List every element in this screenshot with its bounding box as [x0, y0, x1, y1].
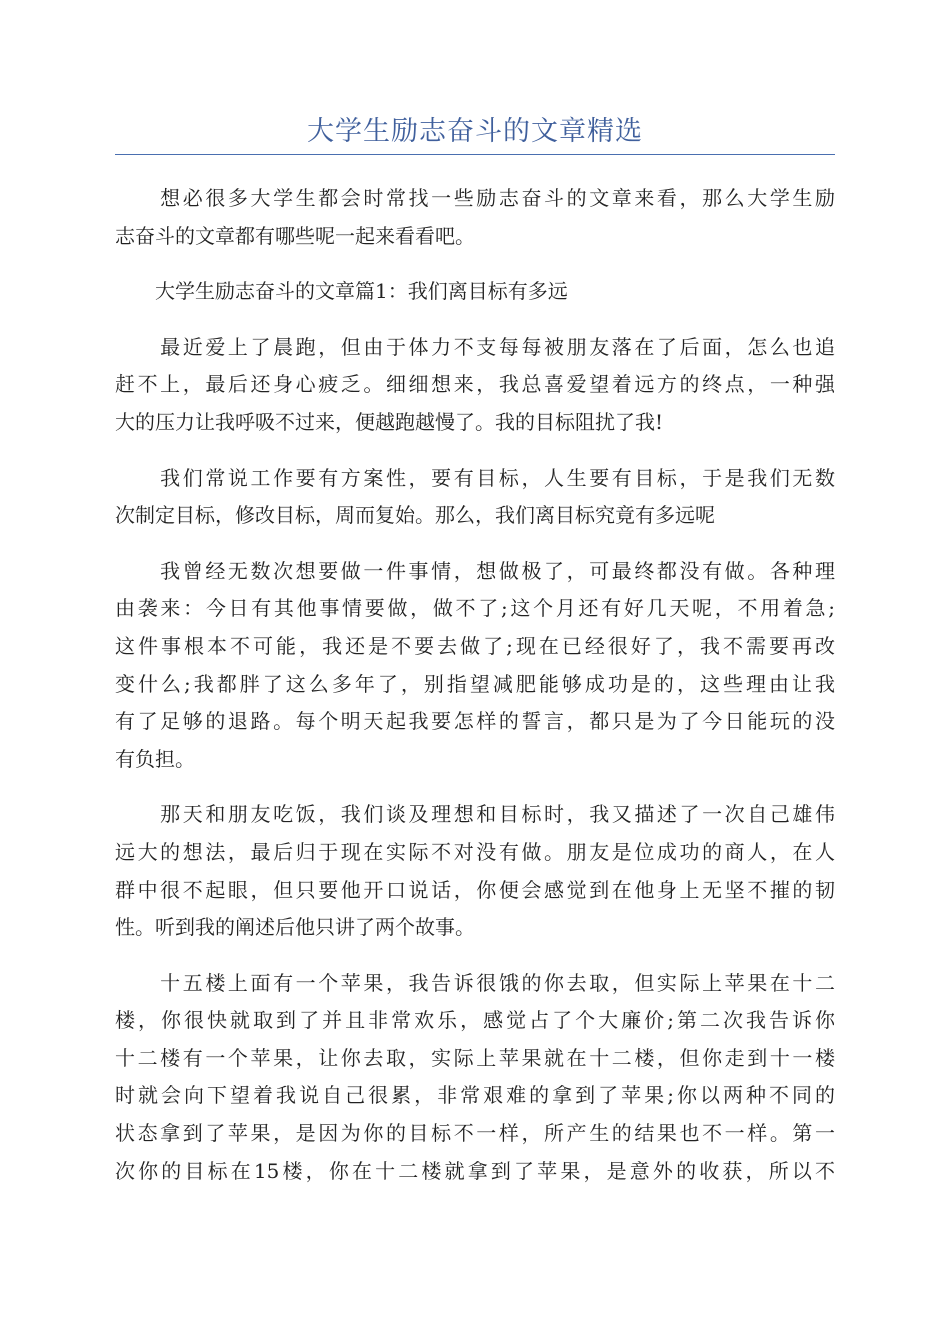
text-line: 想必很多大学生都会时常找一些励志奋斗的文章来看，那么大学生励 — [115, 186, 835, 210]
text-line: 十二楼有一个苹果，让你去取，实际上苹果就在十二楼，但你走到十一楼 — [115, 1045, 835, 1070]
text-line: 群中很不起眼，但只要他开口说话，你便会感觉到在他身上无坚不摧的韧 — [115, 877, 835, 902]
paragraph-goals — [115, 460, 835, 535]
text-line: 性。听到我的阐述后他只讲了两个故事。 — [115, 915, 475, 940]
text-line: 由袭来：今日有其他事情要做，做不了;这个月还有好几天呢，不用着急; — [115, 596, 835, 621]
document-title: 大学生励志奋斗的文章精选 — [307, 116, 643, 147]
text-line: 十五楼上面有一个苹果，我告诉很饿的你去取，但实际上苹果在十二 — [115, 970, 835, 995]
document-body — [115, 180, 835, 1208]
title-underline — [115, 154, 835, 155]
paragraph-intro — [115, 180, 835, 255]
text-line: 有负担。 — [115, 746, 195, 771]
text-line: 赶不上，最后还身心疲乏。细细想来，我总喜爱望着远方的终点，一种强 — [115, 372, 835, 397]
text-line: 有了足够的退路。每个明天起我要怎样的誓言，都只是为了今日能玩的没 — [115, 709, 835, 734]
section-heading — [115, 273, 835, 311]
paragraph-apple-story — [115, 965, 835, 1191]
text-line: 次你的目标在15楼，你在十二楼就拿到了苹果，是意外的收获，所以不 — [115, 1158, 835, 1183]
text-line: 我们常说工作要有方案性，要有目标，人生要有目标，于是我们无数 — [115, 465, 835, 490]
text-line: 远大的想法，最后归于现在实际不对没有做。朋友是位成功的商人，在人 — [115, 839, 835, 864]
text-line: 次制定目标，修改目标，周而复始。那么，我们离目标究竟有多远呢 — [115, 503, 715, 528]
text-line: 楼，你很快就取到了并且非常欢乐，感觉占了个大廉价;第二次我告诉你 — [115, 1008, 835, 1033]
text-line: 我曾经无数次想要做一件事情，想做极了，可最终都没有做。各种理 — [115, 558, 835, 583]
text-line: 大的压力让我呼吸不过来，便越跑越慢了。我的目标阻扰了我! — [115, 409, 664, 434]
text-line: 志奋斗的文章都有哪些呢一起来看看吧。 — [115, 223, 475, 248]
text-line: 时就会向下望着我说自己很累，非常艰难的拿到了苹果;你以两种不同的 — [115, 1083, 835, 1108]
paragraph-excuses — [115, 553, 835, 779]
text-line: 最近爱上了晨跑，但由于体力不支每每被朋友落在了后面，怎么也追 — [115, 334, 835, 359]
text-line: 那天和朋友吃饭，我们谈及理想和目标时，我又描述了一次自己雄伟 — [115, 802, 835, 827]
text-line: 大学生励志奋斗的文章篇1：我们离目标有多远 — [115, 279, 568, 304]
text-line: 状态拿到了苹果，是因为你的目标不一样，所产生的结果也不一样。第一 — [115, 1121, 835, 1146]
text-line: 这件事根本不可能，我还是不要去做了;现在已经很好了，我不需要再改 — [115, 633, 835, 658]
paragraph-friend — [115, 796, 835, 946]
paragraph-morning-run — [115, 329, 835, 442]
text-line: 变什么;我都胖了这么多年了，别指望减肥能够成功是的，这些理由让我 — [115, 671, 835, 696]
